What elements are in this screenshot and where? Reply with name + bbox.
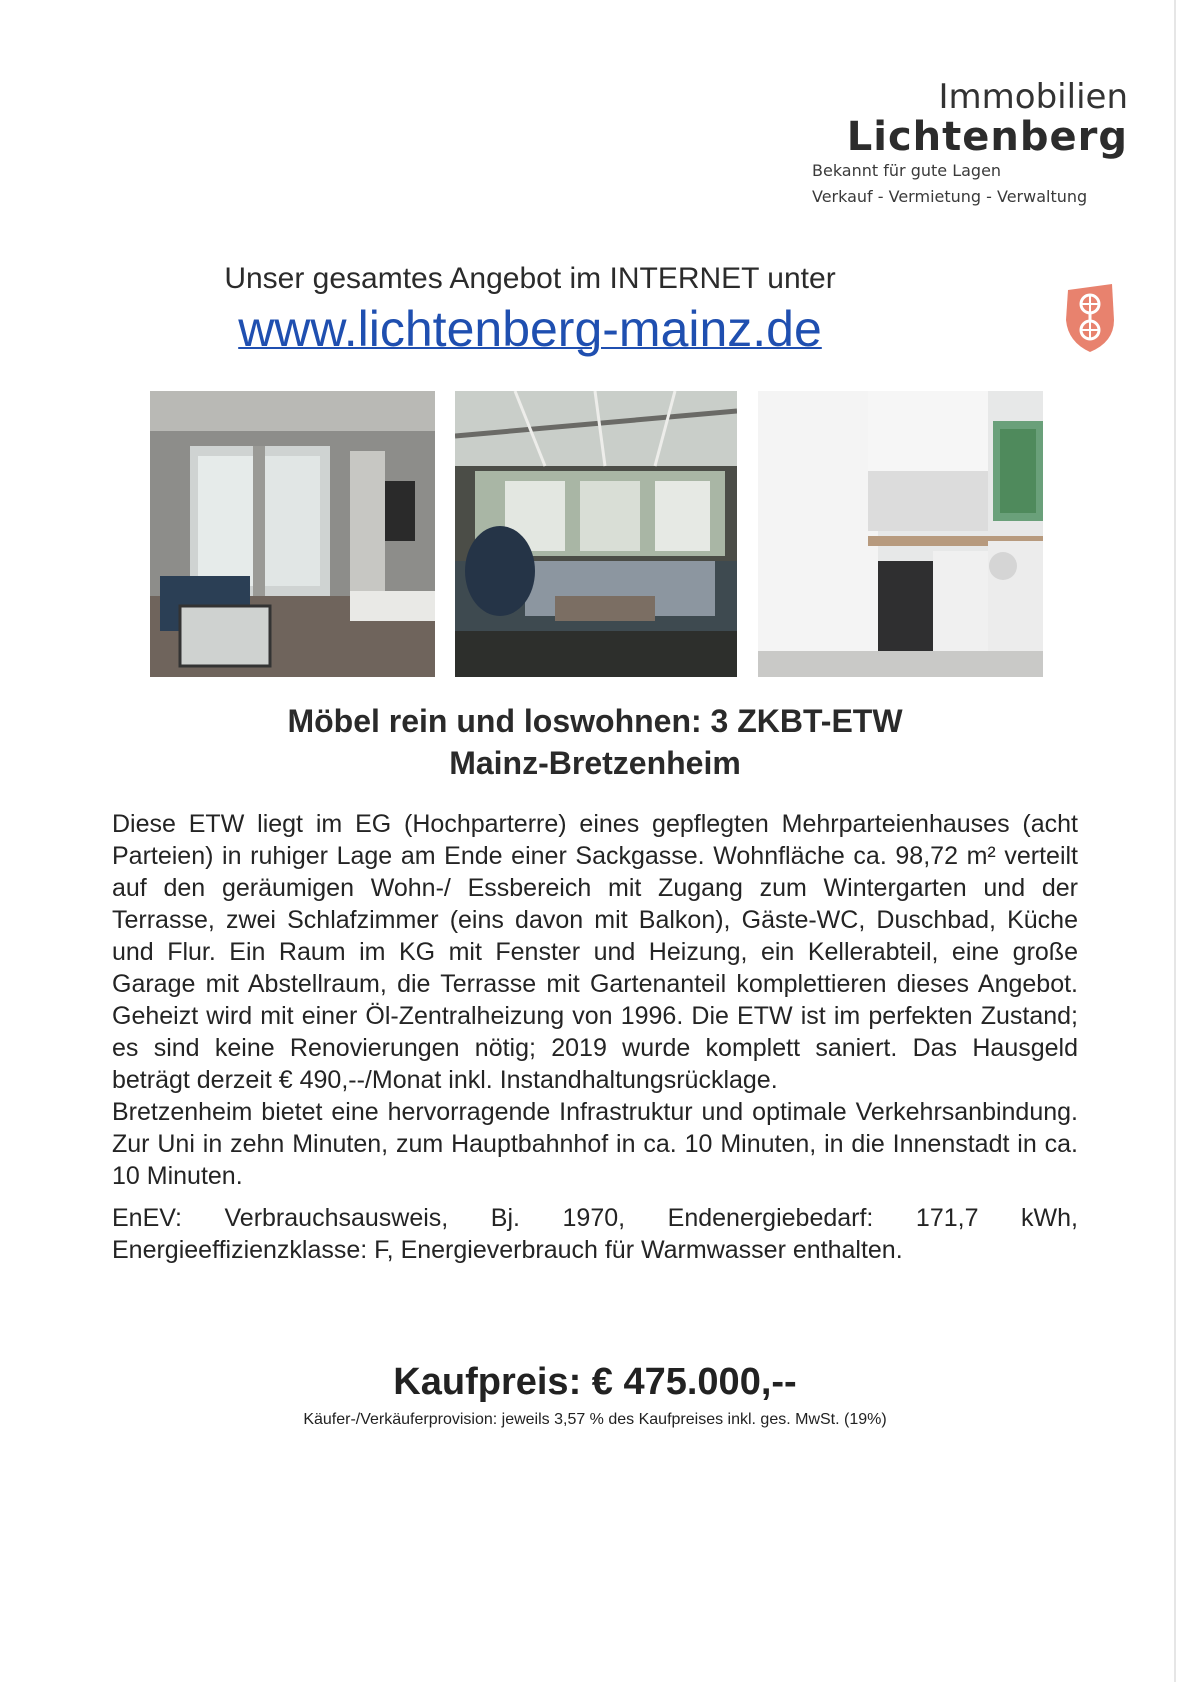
website-link[interactable]: www.lichtenberg-mainz.de <box>238 301 822 357</box>
company-logo <box>728 78 1128 210</box>
logo-name: Lichtenberg <box>846 114 1128 160</box>
page-edge-line <box>1174 0 1176 1682</box>
photo-living-room <box>150 391 435 677</box>
listing-description <box>112 808 1078 1266</box>
logo-services: Verkauf - Vermietung - Verwaltung <box>812 187 1088 206</box>
photo-winter-garden <box>455 391 737 677</box>
internet-section <box>0 262 1190 358</box>
photo-kitchen <box>758 391 1043 677</box>
commission-note: Käufer-/Verkäuferprovision: jeweils 3,57 % des Kaufpreises inkl. ges. MwSt. (19%) <box>303 1411 887 1428</box>
purchase-price: Kaufpreis: € 475.000,-- <box>393 1361 797 1403</box>
headline-line-2: Mainz-Bretzenheim <box>449 745 741 781</box>
description-paragraph: Diese ETW liegt im EG (Hochparterre) eines gepflegten Mehrparteienhauses (acht Parteien) in ruhiger Lage am Ende einer Sackgasse. Wohnfläche ca. 98,72 m² verteilt auf den geräumigen Wohn-/ Essbereich mit Zugang zum Wintergarten und der Terrasse, zwei Schlafzimmer (eins davon mit Balkon), Gäste-WC, Duschbad, Küche und Flur. Ein Raum im KG mit Fenster und Heizung, ein Kellerabteil, eine große Garage mit Abstellraum, die Terrasse mit Gartenanteil komplettieren dieses Angebot. Geheizt wird mit einer Öl-Zentralheizung von 1996. Die ETW ist im perfekten Zustand; es sind keine Renovierungen nötig; 2019 wurde komplett saniert. Das Hausgeld beträgt derzeit € 490,--/Monat inkl. Instandhaltungsrücklage. <box>112 810 1078 1094</box>
energy-paragraph: EnEV: Verbrauchsausweis, Bj. 1970, Endenergiebedarf: 171,7 kWh, Energieeffizienzklasse: F, Energieverbrauch für Warmwasser enthalten. <box>112 1204 1078 1264</box>
city-crest-icon <box>1060 280 1120 354</box>
headline-line-1: Möbel rein und loswohnen: 3 ZKBT-ETW <box>287 703 903 739</box>
photo-strip <box>150 391 1043 677</box>
location-paragraph: Bretzenheim bietet eine hervorragende Infrastruktur und optimale Verkehrsanbindung. Zur Uni in zehn Minuten, zum Hauptbahnhof in ca. 10 Minuten, in die Innenstadt in ca. 10 Minuten. <box>112 1098 1078 1190</box>
internet-intro: Unser gesamtes Angebot im INTERNET unter <box>224 262 836 295</box>
logo-slogan: Bekannt für gute Lagen <box>812 161 1002 180</box>
listing-headline <box>0 700 1190 784</box>
logo-immobilien: Immobilien <box>938 77 1128 117</box>
